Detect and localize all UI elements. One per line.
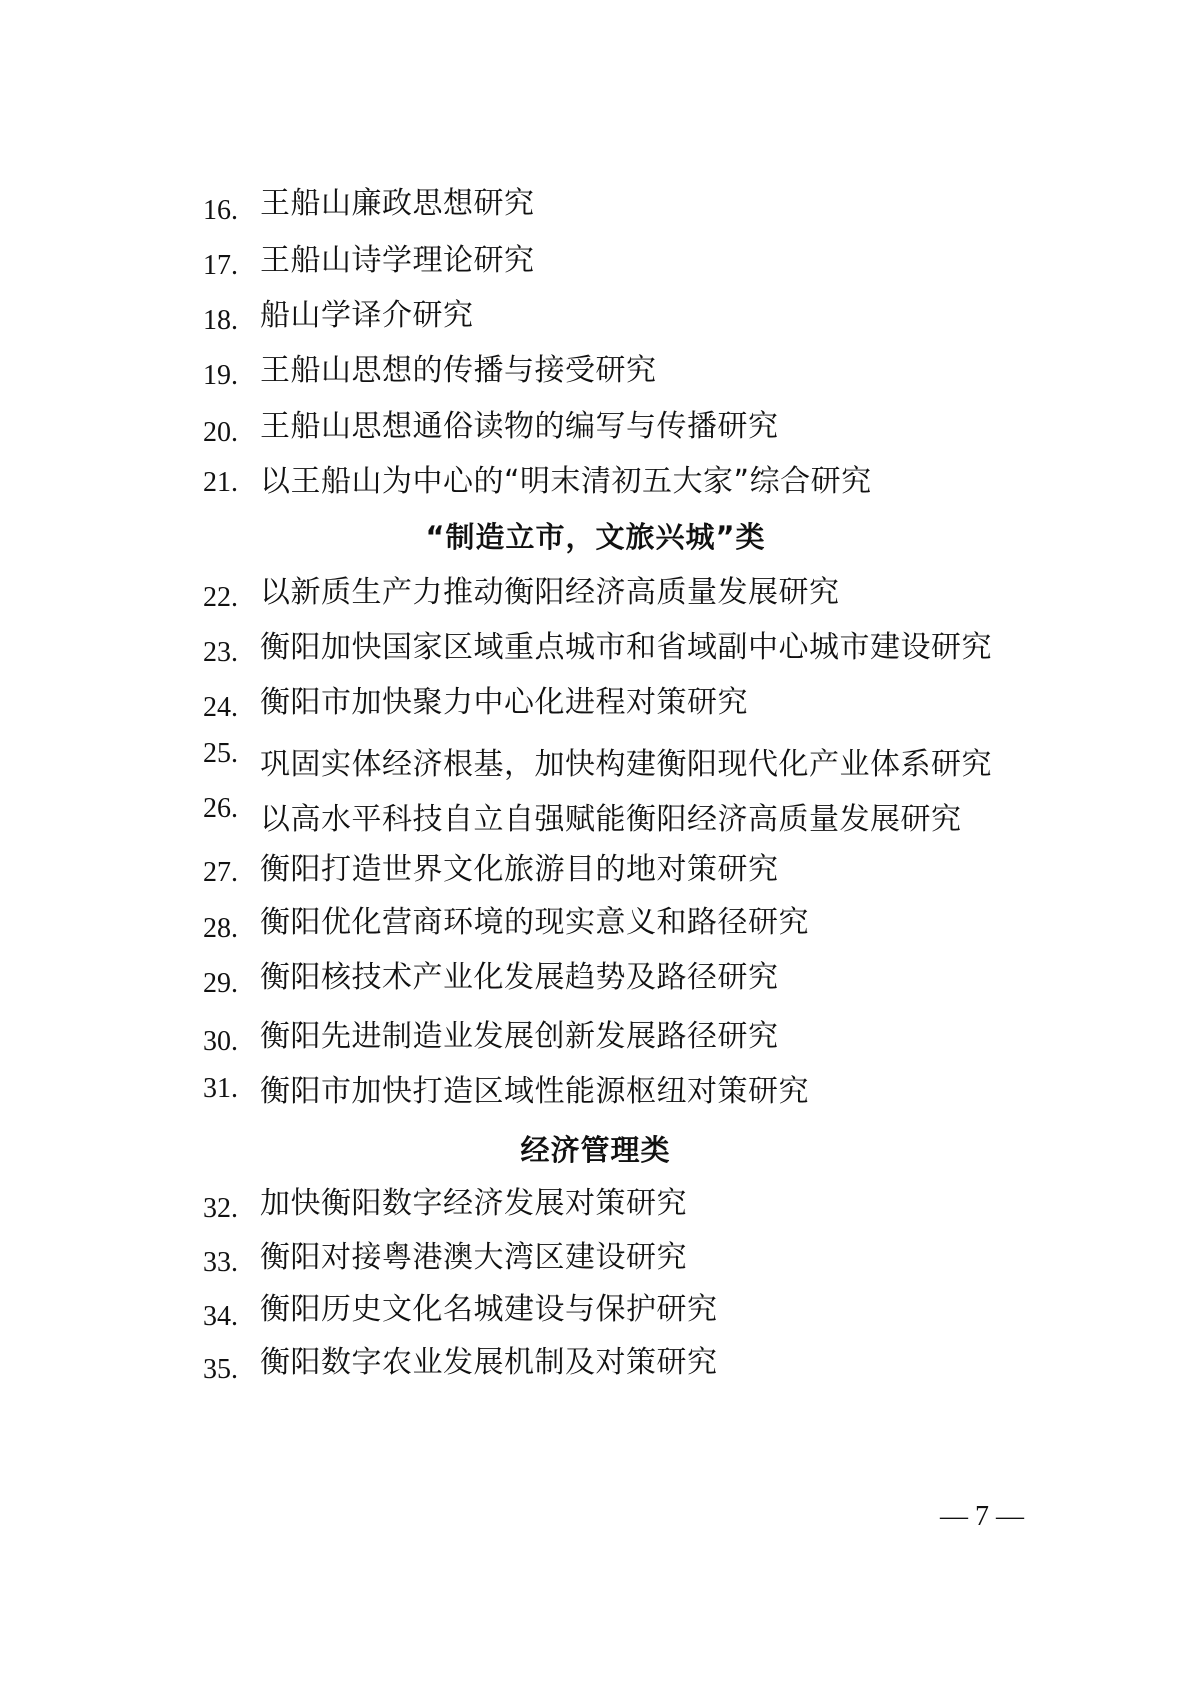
item-number: 19. — [203, 360, 238, 391]
item-number: 27. — [203, 857, 238, 888]
item-number: 35. — [203, 1354, 238, 1385]
list-item — [0, 296, 1191, 340]
item-number: 20. — [203, 417, 238, 448]
item-title: 衡阳市加快打造区域性能源枢纽对策研究 — [260, 1074, 809, 1109]
item-title: 衡阳历史文化名城建设与保护研究 — [260, 1292, 718, 1327]
item-number: 23. — [203, 637, 238, 668]
list-item — [0, 184, 1191, 228]
item-title: 衡阳优化营商环境的现实意义和路径研究 — [260, 905, 809, 940]
item-title: 衡阳数字农业发展机制及对策研究 — [260, 1345, 718, 1380]
item-title: 加快衡阳数字经济发展对策研究 — [260, 1186, 687, 1221]
list-item — [0, 1184, 1191, 1228]
item-number: 34. — [203, 1301, 238, 1332]
list-item — [0, 1343, 1191, 1387]
item-title: 衡阳先进制造业发展创新发展路径研究 — [260, 1019, 779, 1054]
item-number: 16. — [203, 195, 238, 226]
item-number: 17. — [203, 250, 238, 281]
item-number: 29. — [203, 968, 238, 999]
list-item — [0, 351, 1191, 395]
list-item — [0, 1072, 1191, 1116]
item-number: 30. — [203, 1026, 238, 1057]
item-number: 24. — [203, 692, 238, 723]
list-item — [0, 738, 1191, 789]
list-item — [0, 683, 1191, 727]
item-title: 巩固实体经济根基，加快构建衡阳现代化产业体系研究 — [260, 747, 992, 782]
item-title: 王船山诗学理论研究 — [260, 243, 535, 278]
list-item — [0, 628, 1191, 672]
list-item — [0, 462, 1191, 506]
list-item — [0, 573, 1191, 617]
list-item — [0, 1017, 1191, 1061]
section-heading: “制造立市，文旅兴城”类 — [425, 520, 766, 554]
item-number: 25. — [203, 738, 238, 769]
item-number: 31. — [203, 1073, 238, 1104]
list-item — [0, 958, 1191, 1002]
list-item — [0, 407, 1191, 451]
item-title: 衡阳市加快聚力中心化进程对策研究 — [260, 685, 748, 720]
list-item — [0, 1238, 1191, 1282]
list-item — [0, 241, 1191, 285]
item-title: 衡阳打造世界文化旅游目的地对策研究 — [260, 852, 779, 887]
list-item — [0, 793, 1191, 844]
item-title: 衡阳加快国家区域重点城市和省域副中心城市建设研究 — [260, 630, 992, 665]
item-title: 以高水平科技自立自强赋能衡阳经济高质量发展研究 — [260, 802, 962, 837]
item-number: 18. — [203, 305, 238, 336]
section-heading: 经济管理类 — [520, 1133, 671, 1167]
item-title: 王船山思想通俗读物的编写与传播研究 — [260, 409, 779, 444]
item-number: 32. — [203, 1193, 238, 1224]
item-title: 船山学译介研究 — [260, 298, 474, 333]
item-title: 王船山思想的传播与接受研究 — [260, 353, 657, 388]
item-title: 衡阳对接粤港澳大湾区建设研究 — [260, 1240, 687, 1275]
item-title: 以新质生产力推动衡阳经济高质量发展研究 — [260, 575, 840, 610]
page-number: — 7 — — [940, 1501, 1024, 1532]
item-number: 28. — [203, 913, 238, 944]
list-item — [0, 903, 1191, 947]
list-item — [0, 850, 1191, 894]
item-number: 33. — [203, 1247, 238, 1278]
item-title: 以王船山为中心的“明末清初五大家”综合研究 — [260, 464, 872, 499]
list-item — [0, 1290, 1191, 1334]
item-number: 21. — [203, 467, 238, 498]
item-title: 衡阳核技术产业化发展趋势及路径研究 — [260, 960, 779, 995]
item-number: 26. — [203, 793, 238, 824]
item-title: 王船山廉政思想研究 — [260, 186, 535, 221]
item-number: 22. — [203, 582, 238, 613]
